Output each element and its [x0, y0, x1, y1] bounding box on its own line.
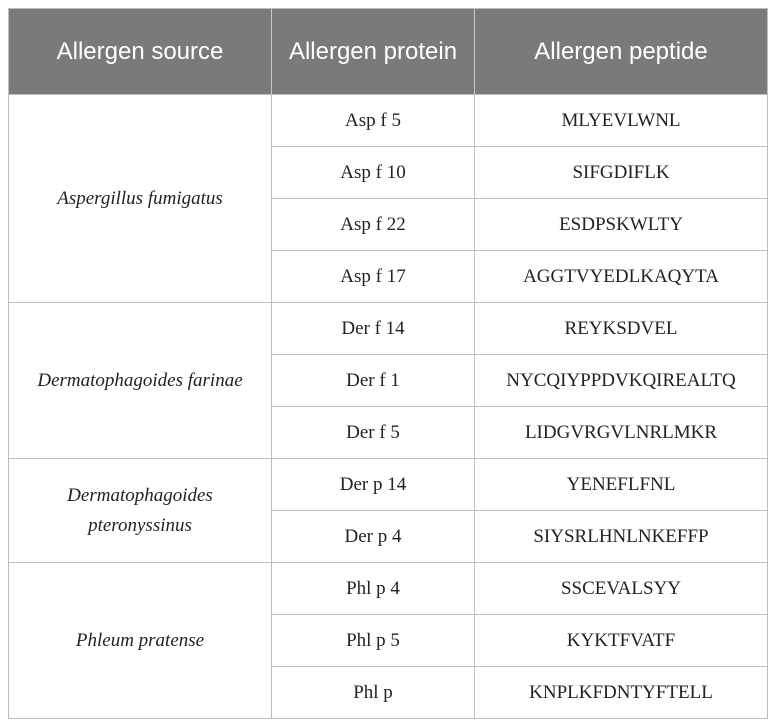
- allergen-peptide-table: [8, 8, 768, 719]
- allergen-protein-cell: Der p 14: [272, 459, 475, 511]
- allergen-peptide-cell: REYKSDVEL: [475, 303, 768, 355]
- allergen-peptide-cell: NYCQIYPPDVKQIREALTQ: [475, 355, 768, 407]
- allergen-source-cell: Aspergillus fumigatus: [9, 95, 272, 303]
- allergen-peptide-cell: SIFGDIFLK: [475, 147, 768, 199]
- allergen-peptide-cell: ESDPSKWLTY: [475, 199, 768, 251]
- allergen-source-cell: Dermatophagoides pteronyssinus: [9, 459, 272, 563]
- allergen-protein-cell: Der p 4: [272, 511, 475, 563]
- table-header: [9, 9, 768, 95]
- allergen-protein-cell: Phl p 4: [272, 563, 475, 615]
- allergen-protein-cell: Phl p: [272, 667, 475, 719]
- allergen-protein-cell: Der f 14: [272, 303, 475, 355]
- allergen-peptide-cell: YENEFLFNL: [475, 459, 768, 511]
- table-row: [9, 303, 768, 355]
- allergen-source-cell: Dermatophagoides farinae: [9, 303, 272, 459]
- allergen-peptide-cell: SIYSRLHNLNKEFFP: [475, 511, 768, 563]
- allergen-source-cell: Phleum pratense: [9, 563, 272, 719]
- allergen-protein-cell: Asp f 17: [272, 251, 475, 303]
- table-body: [9, 95, 768, 719]
- allergen-peptide-cell: AGGTVYEDLKAQYTA: [475, 251, 768, 303]
- header-allergen-source: Allergen source: [9, 9, 272, 95]
- allergen-peptide-cell: SSCEVALSYY: [475, 563, 768, 615]
- allergen-protein-cell: Der f 1: [272, 355, 475, 407]
- allergen-peptide-cell: KYKTFVATF: [475, 615, 768, 667]
- allergen-peptide-cell: MLYEVLWNL: [475, 95, 768, 147]
- allergen-protein-cell: Der f 5: [272, 407, 475, 459]
- header-allergen-protein: Allergen protein: [272, 9, 475, 95]
- allergen-peptide-cell: LIDGVRGVLNRLMKR: [475, 407, 768, 459]
- allergen-protein-cell: Asp f 5: [272, 95, 475, 147]
- allergen-peptide-cell: KNPLKFDNTYFTELL: [475, 667, 768, 719]
- header-row: [9, 9, 768, 95]
- table-row: [9, 459, 768, 511]
- table-row: [9, 563, 768, 615]
- table-row: [9, 95, 768, 147]
- allergen-protein-cell: Asp f 22: [272, 199, 475, 251]
- allergen-protein-cell: Asp f 10: [272, 147, 475, 199]
- header-allergen-peptide: Allergen peptide: [475, 9, 768, 95]
- allergen-protein-cell: Phl p 5: [272, 615, 475, 667]
